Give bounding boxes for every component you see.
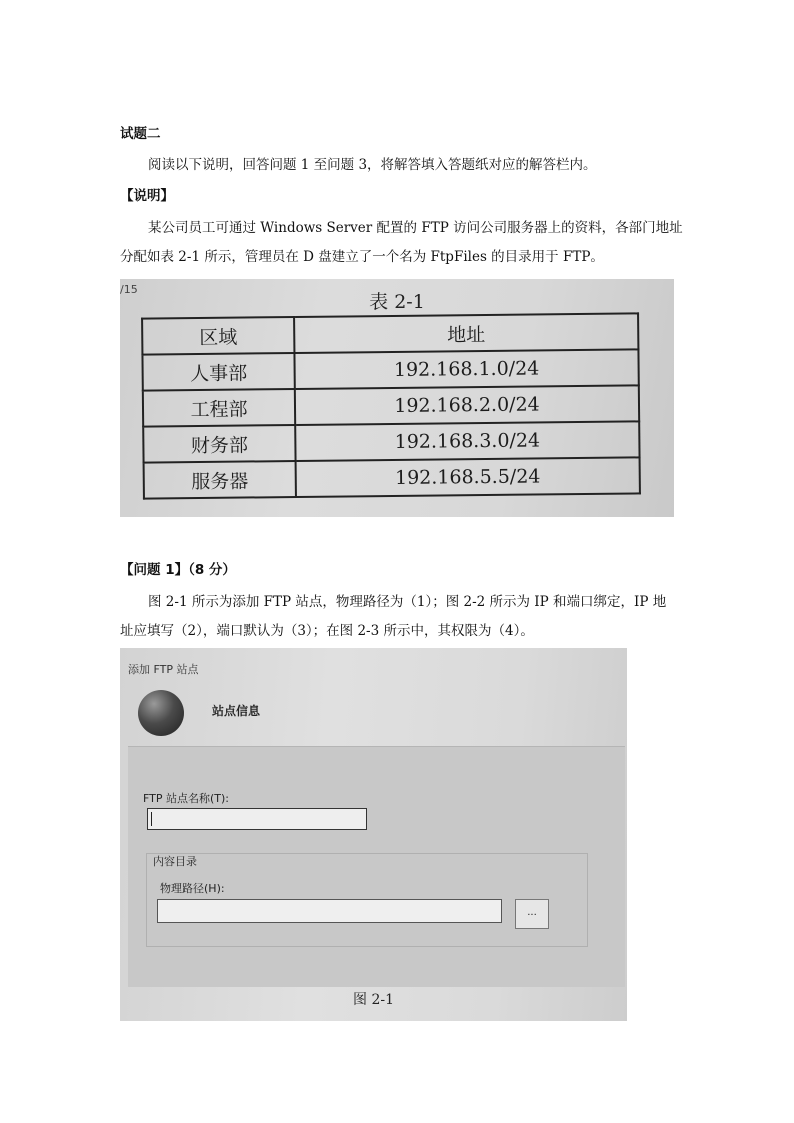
table-header-row <box>142 313 638 354</box>
physical-path-label: 物理路径(H): <box>160 882 225 895</box>
cell-address: 192.168.1.0/24 <box>294 349 638 389</box>
question1-line-2: 址应填写（2），端口默认为（3）；在图 2-3 所示中，其权限为（4）。 <box>120 623 534 639</box>
question1-line-1: 图 2-1 所示为添加 FTP 站点，物理路径为（1）；图 2-2 所示为 IP 和端口绑定，IP 地 <box>148 594 667 610</box>
table-row <box>144 457 640 498</box>
cell-region: 财务部 <box>143 425 295 463</box>
dialog-window-title: 添加 FTP 站点 <box>128 663 199 676</box>
table-photo <box>120 279 674 517</box>
table-caption: 表 2-1 <box>369 291 425 313</box>
dialog-heading: 站点信息 <box>212 704 261 718</box>
address-table <box>141 312 641 499</box>
section-title: 试题二 <box>120 126 161 142</box>
browse-button[interactable]: ... <box>515 899 549 929</box>
cell-address: 192.168.3.0/24 <box>295 421 639 461</box>
question1-heading: 【问题 1】（8 分） <box>120 562 236 578</box>
cell-region: 工程部 <box>143 389 295 427</box>
table-row <box>142 349 638 390</box>
table-row <box>143 385 639 426</box>
explain-line-2: 分配如表 2-1 所示，管理员在 D 盘建立了一个名为 FtpFiles 的目录用于 FTP。 <box>120 249 604 265</box>
physical-path-input[interactable] <box>157 899 502 923</box>
text-caret <box>151 812 152 826</box>
dialog-photo <box>120 648 627 1021</box>
explain-line-1: 某公司员工可通过 Windows Server 配置的 FTP 访问公司服务器上的资料，各部门地址 <box>148 220 683 236</box>
cell-region: 服务器 <box>144 461 296 499</box>
table-row <box>143 421 639 462</box>
globe-icon <box>138 690 184 736</box>
cell-address: 192.168.5.5/24 <box>296 457 640 497</box>
site-name-input[interactable] <box>147 808 367 830</box>
page-corner-number: /15 <box>120 283 138 296</box>
site-name-label: FTP 站点名称(T): <box>143 792 229 805</box>
header-region: 区域 <box>142 317 294 355</box>
cell-address: 192.168.2.0/24 <box>295 385 639 425</box>
explain-heading: 【说明】 <box>120 188 174 204</box>
content-directory-label: 内容目录 <box>153 855 197 868</box>
cell-region: 人事部 <box>142 353 294 391</box>
figure-caption: 图 2-1 <box>353 992 394 1008</box>
intro-paragraph: 阅读以下说明，回答问题 1 至问题 3，将解答填入答题纸对应的解答栏内。 <box>148 157 597 173</box>
header-address: 地址 <box>294 313 638 353</box>
